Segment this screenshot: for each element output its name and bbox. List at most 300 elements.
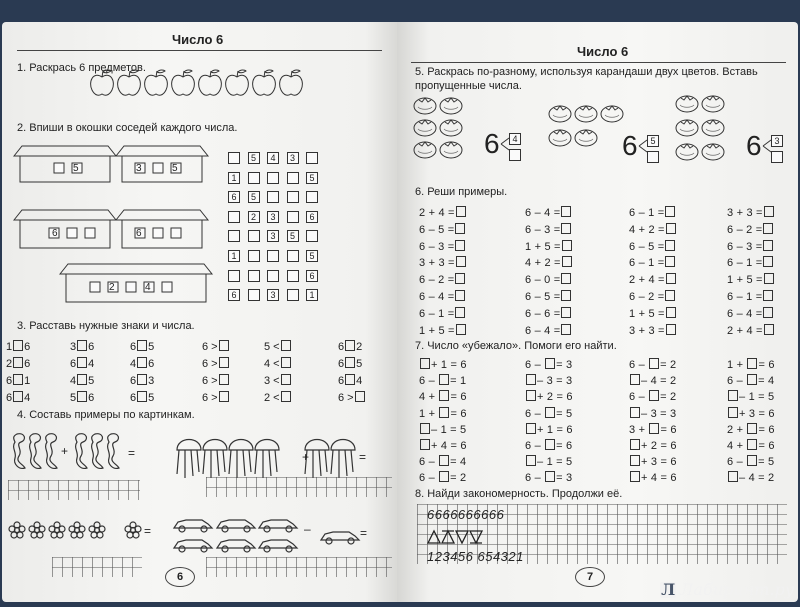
answer-grid[interactable] xyxy=(206,477,392,497)
missing-item xyxy=(419,407,467,420)
example-text: 1 + 5 = xyxy=(727,274,763,287)
flower-icon xyxy=(9,522,25,538)
neighbour-box[interactable] xyxy=(248,289,260,301)
answer-box[interactable] xyxy=(13,340,23,351)
answer-box[interactable] xyxy=(666,223,676,234)
missing-suffix: – 1 = 5 xyxy=(739,391,775,404)
answer-box[interactable] xyxy=(137,357,147,368)
neighbour-box[interactable] xyxy=(306,152,318,164)
compare-left: 5 xyxy=(70,392,77,404)
example-text: 6 – 4 = xyxy=(525,324,561,337)
car-icon xyxy=(259,520,297,532)
answer-box[interactable] xyxy=(728,407,738,418)
answer-box[interactable] xyxy=(420,358,430,369)
answer-box[interactable] xyxy=(630,439,640,450)
answer-box[interactable] xyxy=(562,256,572,267)
missing-item xyxy=(727,471,774,484)
empty-box[interactable] xyxy=(771,151,783,163)
neighbour-box[interactable] xyxy=(287,289,299,301)
neighbour-box[interactable] xyxy=(228,152,240,164)
answer-box[interactable] xyxy=(649,423,659,434)
neighbour-box[interactable] xyxy=(267,250,279,262)
neighbour-box[interactable] xyxy=(287,172,299,184)
missing-suffix: = 6 xyxy=(660,423,677,436)
neighbour-box[interactable] xyxy=(267,270,279,282)
answer-box[interactable] xyxy=(281,374,291,385)
neighbour-box[interactable] xyxy=(306,230,318,242)
example-item xyxy=(727,273,775,286)
compare-item xyxy=(264,374,292,387)
compare-left: 6 xyxy=(130,341,137,353)
example-item xyxy=(727,240,774,253)
answer-box[interactable] xyxy=(561,273,571,284)
left-page-title: Число 6 xyxy=(172,32,224,47)
missing-item xyxy=(629,455,677,468)
answer-box[interactable] xyxy=(77,357,87,368)
example-text: 4 + 2 = xyxy=(525,257,561,270)
compare-left: 6 xyxy=(338,358,345,370)
answer-box[interactable] xyxy=(561,324,571,335)
given-box: 5 xyxy=(647,135,659,147)
answer-box[interactable] xyxy=(561,206,571,217)
answer-box[interactable] xyxy=(456,206,466,217)
answer-box[interactable] xyxy=(281,340,291,351)
answer-box[interactable] xyxy=(219,357,229,368)
equals-sign: = xyxy=(128,446,136,460)
answer-box[interactable] xyxy=(747,455,757,466)
answer-box[interactable] xyxy=(666,307,676,318)
answer-box[interactable] xyxy=(420,423,430,434)
missing-prefix: 6 – xyxy=(727,375,747,388)
missing-item xyxy=(419,423,466,436)
pattern-row-sixes: 6666666666 xyxy=(427,507,505,522)
example-item xyxy=(629,324,677,337)
compare-left: 1 xyxy=(6,341,13,353)
compare-item xyxy=(338,391,366,404)
answer-box[interactable] xyxy=(219,340,229,351)
answer-box[interactable] xyxy=(562,240,572,251)
apple-icon xyxy=(172,70,195,95)
answer-box[interactable] xyxy=(763,256,773,267)
answer-box[interactable] xyxy=(526,374,536,385)
jellyfish-icon xyxy=(229,440,253,479)
answer-box[interactable] xyxy=(137,391,147,402)
example-text: 6 – 5 = xyxy=(525,291,561,303)
compare-right: 6 xyxy=(24,341,31,353)
apple-icon xyxy=(253,70,276,95)
missing-suffix: – 1 = 5 xyxy=(537,456,573,469)
given-box: 3 xyxy=(771,135,783,147)
minus-sign: – xyxy=(132,524,139,538)
example-item xyxy=(629,223,677,236)
answer-box[interactable] xyxy=(219,391,229,402)
compare-right: 6 xyxy=(88,392,95,404)
example-text: 6 – 2 = xyxy=(419,274,455,287)
compare-right: 5 xyxy=(88,375,95,387)
answer-box[interactable] xyxy=(526,423,536,434)
compare-item xyxy=(202,357,230,370)
missing-prefix: 1 + xyxy=(727,359,747,371)
missing-item xyxy=(727,374,774,387)
missing-item xyxy=(629,374,676,387)
missing-suffix: = 2 xyxy=(450,472,467,485)
example-text: 3 + 3 = xyxy=(419,257,455,270)
missing-prefix: 1 + xyxy=(419,407,439,420)
missing-prefix: 4 + xyxy=(419,391,439,404)
compare-left: 6 xyxy=(6,392,13,404)
answer-box[interactable] xyxy=(665,256,675,267)
answer-box[interactable] xyxy=(455,223,465,234)
equals-sign: = xyxy=(359,450,367,464)
neighbour-box: 6 xyxy=(306,270,318,282)
missing-suffix: – 4 = 2 xyxy=(739,472,775,485)
example-item xyxy=(629,273,677,286)
compare-right: 2 xyxy=(356,341,363,353)
missing-suffix: + 3 = 6 xyxy=(739,407,775,420)
answer-box[interactable] xyxy=(355,391,365,402)
missing-item xyxy=(629,423,677,436)
answer-box[interactable] xyxy=(545,471,555,482)
missing-item xyxy=(727,358,775,371)
left-title-rule xyxy=(17,50,382,51)
answer-box[interactable] xyxy=(649,358,659,369)
jellyfish-icon xyxy=(331,440,355,479)
example-text: 6 – 3 = xyxy=(727,240,763,253)
pattern-row-shapes xyxy=(427,529,497,545)
neighbour-box[interactable] xyxy=(248,172,260,184)
answer-box[interactable] xyxy=(526,390,536,401)
compare-right: 1 xyxy=(24,375,31,387)
missing-item xyxy=(525,358,572,371)
missing-suffix: + 2 = 6 xyxy=(537,391,573,404)
example-item xyxy=(525,273,572,286)
answer-box[interactable] xyxy=(545,407,555,418)
missing-suffix: = 1 xyxy=(450,375,467,388)
example-item xyxy=(525,307,572,320)
example-text: 6 – 4 = xyxy=(727,307,763,320)
answer-box[interactable] xyxy=(630,374,640,385)
big-number: 6 xyxy=(484,128,500,159)
answer-box[interactable] xyxy=(747,374,757,385)
site-watermark xyxy=(660,580,794,599)
example-item xyxy=(629,307,677,320)
missing-prefix: 6 – xyxy=(525,407,545,420)
answer-box[interactable] xyxy=(764,273,774,284)
example-item xyxy=(727,307,774,320)
example-text: 6 – 0 = xyxy=(525,274,561,287)
compare-item xyxy=(130,391,154,404)
neighbour-box: 4 xyxy=(267,152,279,164)
plus-sign: + xyxy=(302,450,310,464)
pattern-row-digits: 123456 654321 xyxy=(427,549,524,564)
jellyfish-icon xyxy=(177,440,201,479)
neighbour-box: 1 xyxy=(228,172,240,184)
example-item xyxy=(419,240,466,253)
missing-item xyxy=(419,374,466,387)
answer-box[interactable] xyxy=(455,290,465,301)
compare-item xyxy=(70,357,94,370)
answer-box[interactable] xyxy=(763,223,773,234)
answer-box[interactable] xyxy=(455,273,465,284)
house-value: 6 xyxy=(52,228,58,239)
neighbour-box[interactable] xyxy=(228,211,240,223)
answer-box[interactable] xyxy=(561,223,571,234)
missing-suffix: = 5 xyxy=(556,407,573,420)
missing-prefix: 6 – xyxy=(629,359,649,371)
example-item xyxy=(419,256,467,269)
neighbour-box: 3 xyxy=(287,152,299,164)
compare-item xyxy=(338,374,362,387)
compare-left: 6 > xyxy=(202,341,218,353)
example-text: 6 – 3 = xyxy=(419,240,455,253)
example-text: 6 – 1 = xyxy=(629,257,665,270)
answer-box[interactable] xyxy=(456,256,466,267)
answer-box[interactable] xyxy=(137,340,147,351)
answer-box[interactable] xyxy=(763,307,773,318)
answer-grid[interactable] xyxy=(8,480,140,500)
missing-suffix: = 5 xyxy=(758,456,775,469)
neighbour-box[interactable] xyxy=(287,191,299,203)
answer-box[interactable] xyxy=(439,374,449,385)
answer-box[interactable] xyxy=(747,358,757,369)
seahorse-icon xyxy=(108,434,119,469)
answer-box[interactable] xyxy=(77,374,87,385)
answer-box[interactable] xyxy=(439,390,449,401)
neighbour-box: 3 xyxy=(267,230,279,242)
answer-box[interactable] xyxy=(728,390,738,401)
tomato-group-1 xyxy=(414,98,462,158)
flower-icon xyxy=(89,522,105,538)
missing-item xyxy=(525,423,573,436)
apples-illustration xyxy=(88,68,308,98)
missing-item xyxy=(419,390,467,403)
answer-box[interactable] xyxy=(728,471,738,482)
answer-box[interactable] xyxy=(219,374,229,385)
flower-icon xyxy=(69,522,85,538)
answer-box[interactable] xyxy=(345,374,355,385)
answer-box[interactable] xyxy=(13,374,23,385)
answer-box[interactable] xyxy=(439,455,449,466)
compare-left: 6 > xyxy=(202,392,218,404)
apple-icon xyxy=(280,70,303,95)
answer-grid[interactable] xyxy=(206,557,392,577)
compare-item xyxy=(6,340,30,353)
neighbour-box: 5 xyxy=(287,230,299,242)
compare-right: 5 xyxy=(148,341,155,353)
compare-left: 6 > xyxy=(202,375,218,387)
neighbour-box[interactable] xyxy=(306,191,318,203)
neighbour-box: 1 xyxy=(228,250,240,262)
example-text: 6 – 4 = xyxy=(419,291,455,303)
neighbour-box[interactable] xyxy=(267,191,279,203)
page-number: 6 xyxy=(165,567,195,587)
neighbour-box[interactable] xyxy=(248,270,260,282)
missing-item xyxy=(629,407,676,420)
example-item xyxy=(629,256,676,269)
answer-box[interactable] xyxy=(439,407,449,418)
compare-item xyxy=(202,340,230,353)
neighbour-box[interactable] xyxy=(228,230,240,242)
car-icon xyxy=(217,540,255,552)
missing-item xyxy=(525,471,572,484)
answer-box[interactable] xyxy=(439,471,449,482)
missing-suffix: – 3 = 3 xyxy=(537,375,573,388)
compare-item xyxy=(264,357,292,370)
answer-box[interactable] xyxy=(455,240,465,251)
task2-label: 2. Впиши в окошки соседей каждого числа. xyxy=(17,122,238,134)
compare-left: 3 xyxy=(70,341,77,353)
answer-box[interactable] xyxy=(137,374,147,385)
task3-label: 3. Расставь нужные знаки и числа. xyxy=(17,320,195,332)
example-text: 6 – 2 = xyxy=(629,291,665,303)
compare-right: 5 xyxy=(356,358,363,370)
answer-box[interactable] xyxy=(630,471,640,482)
answer-box[interactable] xyxy=(281,357,291,368)
right-page xyxy=(397,22,798,602)
tomato-group-2 xyxy=(549,106,623,146)
answer-box[interactable] xyxy=(630,455,640,466)
answer-box[interactable] xyxy=(764,206,774,217)
answer-box[interactable] xyxy=(764,324,774,335)
answer-box[interactable] xyxy=(666,273,676,284)
answer-box[interactable] xyxy=(665,240,675,251)
example-text: 6 – 4 = xyxy=(525,207,561,219)
missing-prefix: 6 – xyxy=(525,472,545,485)
answer-box[interactable] xyxy=(345,340,355,351)
apple-icon xyxy=(226,70,249,95)
compare-item xyxy=(130,357,154,370)
neighbour-box[interactable] xyxy=(267,172,279,184)
example-item xyxy=(419,324,467,337)
example-text: 3 + 3 = xyxy=(727,207,763,219)
example-item xyxy=(727,206,775,219)
jellyfish-icon xyxy=(255,440,279,479)
compare-item xyxy=(264,391,292,404)
missing-item xyxy=(629,358,676,371)
answer-box[interactable] xyxy=(77,391,87,402)
neighbour-box: 5 xyxy=(248,152,260,164)
minus-sign: – xyxy=(304,522,311,536)
answer-box[interactable] xyxy=(545,358,555,369)
neighbour-box: 6 xyxy=(306,211,318,223)
neighbour-box[interactable] xyxy=(248,230,260,242)
compare-item xyxy=(202,391,230,404)
answer-grid[interactable] xyxy=(52,557,142,577)
answer-box[interactable] xyxy=(763,240,773,251)
answer-box[interactable] xyxy=(281,391,291,402)
answer-box[interactable] xyxy=(420,439,430,450)
answer-box[interactable] xyxy=(665,206,675,217)
answer-box[interactable] xyxy=(747,439,757,450)
missing-item xyxy=(629,439,677,452)
house-value: 2 xyxy=(109,282,115,293)
missing-suffix: = 6 xyxy=(758,359,775,371)
missing-suffix: = 6 xyxy=(758,423,775,436)
empty-box[interactable] xyxy=(647,151,659,163)
neighbour-box: 5 xyxy=(306,250,318,262)
flower-icon xyxy=(29,522,45,538)
plus-sign: + xyxy=(61,444,69,458)
answer-box[interactable] xyxy=(455,307,465,318)
big-number: 6 xyxy=(622,130,638,161)
house-value: 4 xyxy=(145,282,151,293)
missing-suffix: + 1 = 6 xyxy=(537,423,573,436)
answer-box[interactable] xyxy=(526,455,536,466)
task1-label: 1. Раскрась 6 предметов. xyxy=(17,62,146,74)
answer-box[interactable] xyxy=(561,307,571,318)
example-text: 6 – 1 = xyxy=(727,257,763,270)
neighbour-box[interactable] xyxy=(287,250,299,262)
missing-suffix: = 3 xyxy=(556,359,573,371)
left-page xyxy=(2,22,397,602)
answer-box[interactable] xyxy=(77,340,87,351)
missing-suffix: = 2 xyxy=(660,359,677,371)
missing-suffix: + 1 = 6 xyxy=(431,359,467,371)
answer-box[interactable] xyxy=(13,391,23,402)
neighbour-box[interactable] xyxy=(248,250,260,262)
example-text: 6 – 1 = xyxy=(419,307,455,320)
neighbour-box[interactable] xyxy=(287,270,299,282)
compare-right: 6 xyxy=(24,358,31,370)
answer-box[interactable] xyxy=(630,407,640,418)
example-text: 4 + 2 = xyxy=(629,223,665,236)
answer-box[interactable] xyxy=(345,357,355,368)
neighbour-box[interactable] xyxy=(287,211,299,223)
neighbour-box: 6 xyxy=(228,191,240,203)
example-item xyxy=(525,324,572,337)
example-text: 6 – 2 = xyxy=(727,223,763,236)
compare-item xyxy=(338,340,362,353)
apple-icon xyxy=(199,70,222,95)
answer-box[interactable] xyxy=(665,290,675,301)
example-text: 6 – 3 = xyxy=(525,223,561,236)
missing-prefix: 2 + xyxy=(727,423,747,436)
tomato-group-3 xyxy=(676,96,724,160)
missing-suffix: – 1 = 5 xyxy=(431,423,467,436)
example-item xyxy=(629,290,676,303)
flower-icon xyxy=(49,522,65,538)
example-item xyxy=(629,206,676,219)
answer-box[interactable] xyxy=(456,324,466,335)
missing-item xyxy=(629,390,676,403)
compare-left: 4 xyxy=(130,358,137,370)
example-text: 2 + 4 = xyxy=(419,207,455,219)
apple-icon xyxy=(145,70,168,95)
answer-box[interactable] xyxy=(666,324,676,335)
example-text: 6 – 5 = xyxy=(419,223,455,236)
answer-box[interactable] xyxy=(545,439,555,450)
missing-suffix: = 6 xyxy=(450,391,467,404)
answer-box[interactable] xyxy=(13,357,23,368)
missing-item xyxy=(727,407,775,420)
example-item xyxy=(525,256,573,269)
neighbour-box: 5 xyxy=(306,172,318,184)
apple-icon xyxy=(118,70,141,95)
answer-box[interactable] xyxy=(763,290,773,301)
answer-box[interactable] xyxy=(649,390,659,401)
example-text: 6 – 6 = xyxy=(525,307,561,320)
missing-prefix: 6 – xyxy=(629,391,649,404)
compare-right: 6 xyxy=(148,358,155,370)
answer-box[interactable] xyxy=(561,290,571,301)
compare-left: 6 xyxy=(130,392,137,404)
empty-box[interactable] xyxy=(509,149,521,161)
missing-item xyxy=(727,455,774,468)
neighbour-box: 1 xyxy=(306,289,318,301)
answer-box[interactable] xyxy=(747,423,757,434)
neighbour-box[interactable] xyxy=(228,270,240,282)
missing-item xyxy=(525,407,572,420)
